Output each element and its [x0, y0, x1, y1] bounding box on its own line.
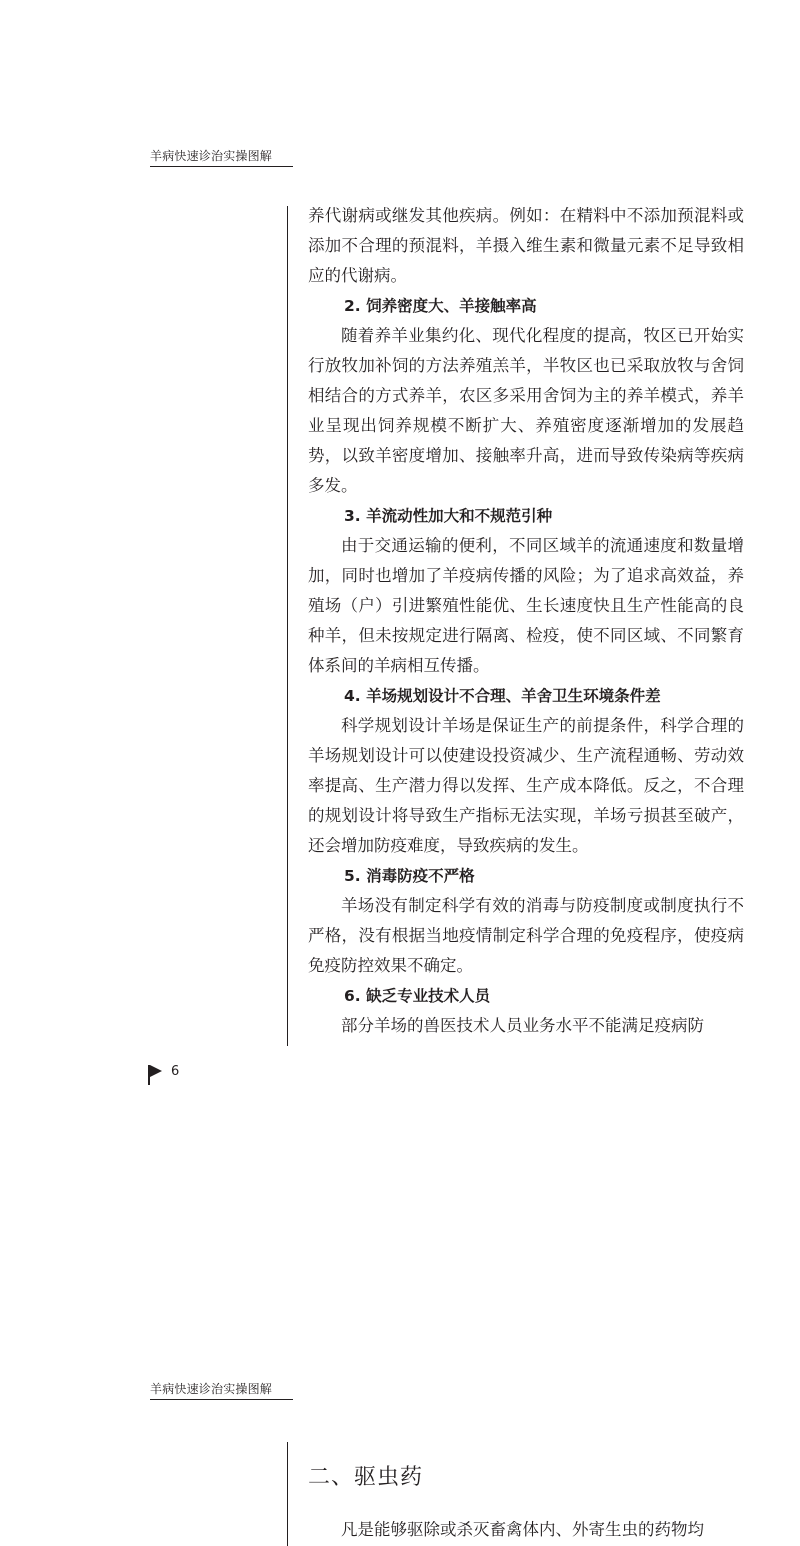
flag-icon [147, 1064, 163, 1086]
page-number: 6 [171, 1064, 180, 1079]
section-paragraph-6: 部分羊场的兽医技术人员业务水平不能满足疫病防 [341, 1016, 704, 1035]
section-paragraph-2: 随着养羊业集约化、现代化程度的提高，牧区已开始实行放牧加补饲的方法养殖羔羊，半牧区也已采取放牧与舍饲相结合的方式养羊，农区多采用舍饲为主的养羊模式，养羊业呈现出饲养规模不断扩大、养殖密度逐渐增加的发展趋势，以致羊密度增加、接触率升高，进而导致传染病等疾病多发。 [308, 326, 744, 495]
section-title: 二、驱虫药 [308, 1465, 424, 1490]
paragraph-continued: 养代谢病或继发其他疾病。例如：在精料中不添加预混料或添加不合理的预混料，羊摄入维生素和微量元素不足导致相应的代谢病。 [308, 206, 744, 285]
section-paragraph-3: 由于交通运输的便利，不同区域羊的流通速度和数量增加，同时也增加了羊疫病传播的风险；为了追求高效益，养殖场（户）引进繁殖性能优、生长速度快且生产性能高的良种羊，但未按规定进行隔离、检疫，使不同区域、不同繁育体系间的羊病相互传播。 [308, 536, 744, 675]
margin-rule [287, 1442, 288, 1546]
section-paragraph-4: 科学规划设计羊场是保证生产的前提条件，科学合理的羊场规划设计可以使建设投资减少、生产流程通畅、劳动效率提高、生产潜力得以发挥、生产成本降低。反之，不合理的规划设计将导致生产指标无法实现，羊场亏损甚至破产，还会增加防疫难度，导致疾病的发生。 [308, 716, 744, 855]
running-head: 羊病快速诊治实操图解 [150, 1381, 293, 1400]
section-paragraph-5: 羊场没有制定科学有效的消毒与防疫制度或制度执行不严格，没有根据当地疫情制定科学合理的免疫程序，使疫病免疫防控效果不确定。 [308, 896, 744, 975]
section-heading-5: 5. 消毒防疫不严格 [344, 867, 475, 885]
page-body [308, 201, 744, 1041]
section-heading-4: 4. 羊场规划设计不合理、羊舍卫生环境条件差 [344, 687, 661, 705]
page-next [0, 1100, 800, 1546]
section-heading-2: 2. 饲养密度大、羊接触率高 [344, 297, 537, 315]
running-head: 羊病快速诊治实操图解 [150, 148, 293, 167]
section-paragraph: 凡是能够驱除或杀灭畜禽体内、外寄生虫的药物均 [341, 1520, 704, 1539]
section-heading-3: 3. 羊流动性加大和不规范引种 [344, 507, 553, 525]
page-body [308, 1515, 744, 1545]
section-heading-6: 6. 缺乏专业技术人员 [344, 987, 491, 1005]
margin-rule [287, 206, 288, 1046]
